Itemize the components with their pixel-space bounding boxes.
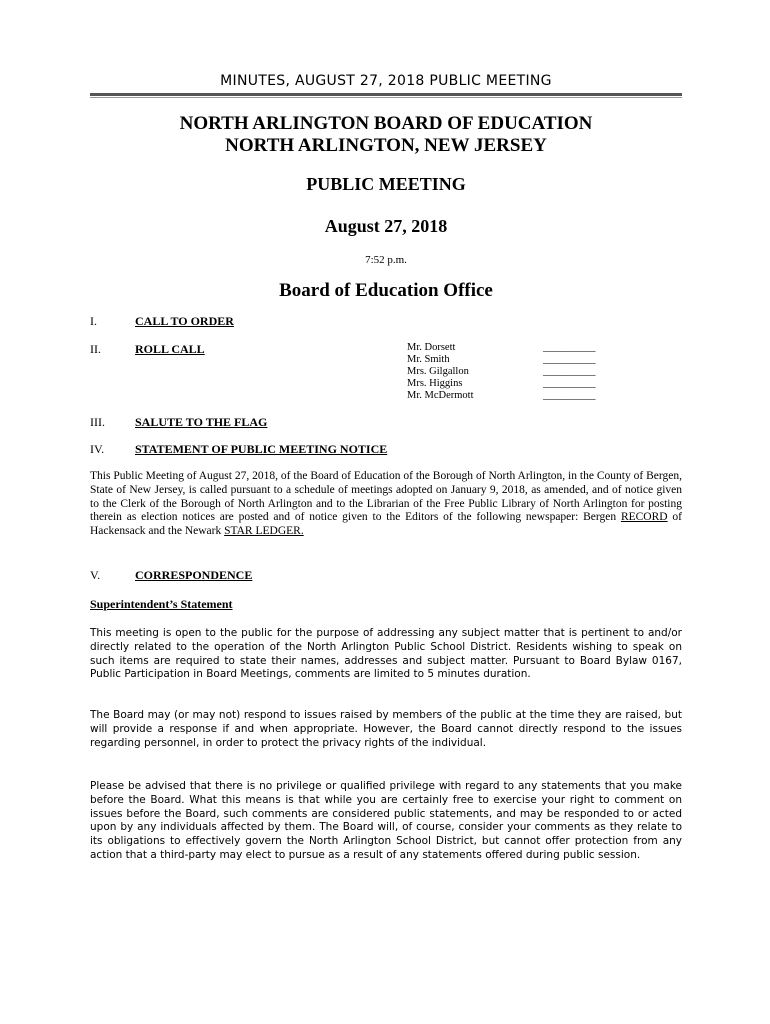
attendance-blank: __________ (543, 378, 596, 389)
member-name: Mrs. Gilgallon (407, 366, 469, 377)
board-name-block (90, 113, 682, 157)
member-name: Mrs. Higgins (407, 378, 463, 389)
attendance-blank: __________ (543, 342, 596, 353)
attendance-blank: __________ (543, 354, 596, 365)
meeting-type: PUBLIC MEETING (306, 174, 466, 194)
section-heading: CALL TO ORDER (135, 314, 234, 328)
roll-call-row (407, 342, 607, 354)
newspaper-star-ledger: STAR LEDGER. (224, 525, 304, 538)
board-name: NORTH ARLINGTON BOARD OF EDUCATION (179, 113, 593, 134)
roll-call-row (407, 354, 607, 366)
meeting-notice-paragraph (90, 470, 682, 539)
section-number: II. (90, 342, 101, 356)
header-rule (90, 93, 682, 96)
board-location: NORTH ARLINGTON, NEW JERSEY (225, 135, 547, 156)
meeting-location: Board of Education Office (279, 280, 493, 301)
section-heading: CORRESPONDENCE (135, 568, 253, 582)
notice-text-middle: of Hackensack and the Newark (90, 511, 682, 538)
newspaper-record: RECORD (620, 511, 668, 524)
statement-paragraph-2: The Board may (or may not) respond to issues raised by members of the public at the time they are raised, but will provide a response if and when appropriate. However, the Board cannot directly respond to the issues regarding personnel, in order to protect the privacy rights of the individual. (90, 709, 682, 749)
roll-call-row (407, 366, 607, 378)
running-header: MINUTES, AUGUST 27, 2018 PUBLIC MEETING (220, 73, 552, 89)
attendance-blank: __________ (543, 366, 596, 377)
section-heading: ROLL CALL (135, 342, 205, 356)
statement-paragraph-3: Please be advised that there is no privilege or qualified privilege with regard to any statements that you make before the Board. What this means is that while you are certainly free to exercise your right to comment on issues before the Board, such comments are considered public statements, and may be responded to or acted upon by any individuals affected by them. The Board will, of course, consider your comments as they relate to its obligations to effectively govern the North Arlington School District, but cannot offer protection from any action that a third-party may elect to pursue as a result of any statements offered during public session. (90, 780, 682, 861)
section-heading: SALUTE TO THE FLAG (135, 415, 268, 429)
section-number: IV. (90, 442, 105, 456)
section-heading: STATEMENT OF PUBLIC MEETING NOTICE (135, 442, 388, 456)
roll-call-row (407, 390, 607, 402)
notice-text: This Public Meeting of August 27, 2018, of the Board of Education of the Borough of North Arlington, in the County of Bergen, State of New Jersey, is called pursuant to a schedule of meetings adopted on January 9, 2018, as amended, and of notice given to the Clerk of the Borough of North Arlington and to the Librarian of the Free Public Library of North Arlington for posting therein as election notices are posted and of notice given to the Editors of the following newspaper: Bergen (90, 470, 682, 524)
section-number: V. (90, 568, 101, 582)
meeting-time: 7:52 p.m. (365, 254, 407, 266)
member-name: Mr. McDermott (407, 390, 474, 401)
member-name: Mr. Smith (407, 354, 450, 365)
meeting-date: August 27, 2018 (324, 216, 448, 236)
statement-paragraph-1: This meeting is open to the public for the purpose of addressing any subject matter that is pertinent to and/or directly related to the operation of the North Arlington Public School District. Residents wishing to speak on such items are required to state their names, addresses and subject matter. Pursuant to Board Bylaw 0167, Public Participation in Board Meetings, comments are limited to 5 minutes duration. (90, 627, 682, 681)
section-number: I. (90, 314, 97, 328)
attendance-blank: __________ (543, 390, 596, 401)
superintendent-statement-heading: Superintendent’s Statement (90, 597, 233, 611)
roll-call-list (407, 342, 607, 402)
section-number: III. (90, 415, 105, 429)
header-rule-thin (90, 97, 682, 98)
roll-call-row (407, 378, 607, 390)
member-name: Mr. Dorsett (407, 342, 456, 353)
